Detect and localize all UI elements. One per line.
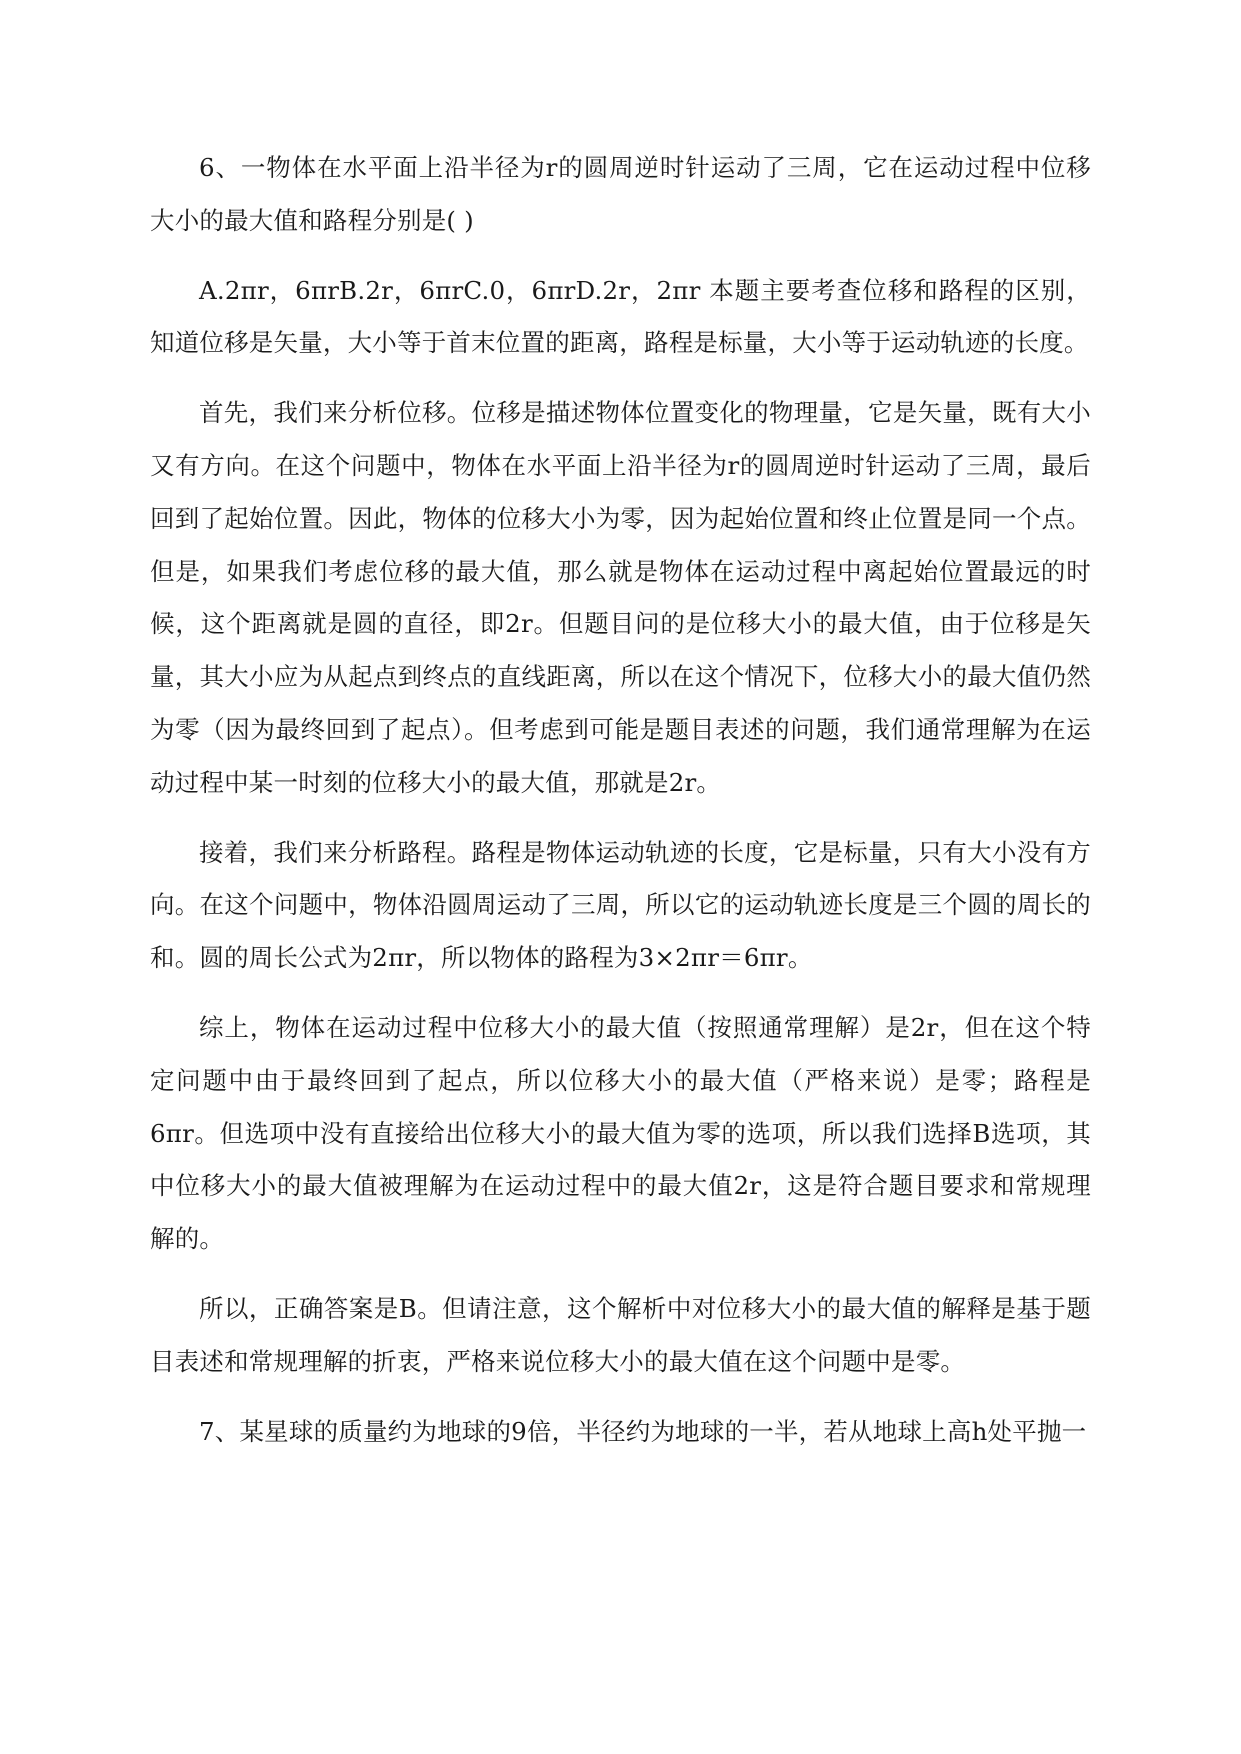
distance-analysis: 接着，我们来分析路程。路程是物体运动轨迹的长度，它是标量，只有大小没有方向。在这个问题中，物体沿圆周运动了三周，所以它的运动轨迹长度是三个圆的周长的和。圆的周长公式为2πr，所以物体的路程为3×2πr＝6πr。 (150, 837, 1091, 973)
displacement-analysis: 首先，我们来分析位移。位移是描述物体位置变化的物理量，它是矢量，既有大小又有方向。在这个问题中，物体在水平面上沿半径为r的圆周逆时针运动了三周，最后回到了起始位置。因此，物体的位移大小为零，因为起始位置和终止位置是同一个点。但是，如果我们考虑位移的最大值，那么就是物体在运动过程中离起始位置最远的时候，这个距离就是圆的直径，即2r。但题目问的是位移大小的最大值，由于位移是矢量，其大小应为从起点到终点的直线距离，所以在这个情况下，位移大小的最大值仍然为零（因为最终回到了起点）。但考虑到可能是题目表述的问题，我们通常理解为在运动过程中某一时刻的位移大小的最大值，那就是2r。 (150, 398, 1091, 797)
document-page (150, 142, 1091, 1475)
summary-paragraph: 综上，物体在运动过程中位移大小的最大值（按照通常理解）是2r，但在这个特定问题中由于最终回到了起点，所以位移大小的最大值（严格来说）是零；路程是6πr。但选项中没有直接给出位移大小的最大值为零的选项，所以我们选择B选项，其中位移大小的最大值被理解为在运动过程中的最大值2r，这是符合题目要求和常规理解的。 (150, 1012, 1091, 1254)
question-6-options-intro: A.2πr，6πrB.2r，6πrC.0，6πrD.2r，2πr 本题主要考查位移和路程的区别，知道位移是矢量，大小等于首末位置的距离，路程是标量，大小等于运动轨迹的长度。 (150, 275, 1091, 358)
answer-paragraph: 所以，正确答案是B。但请注意，这个解析中对位移大小的最大值的解释是基于题目表述和常规理解的折衷，严格来说位移大小的最大值在这个问题中是零。 (150, 1293, 1091, 1376)
question-7-stem: 7、某星球的质量约为地球的9倍，半径约为地球的一半，若从地球上高h处平抛一 (199, 1416, 1087, 1446)
question-6-stem: 6、一物体在水平面上沿半径为r的圆周逆时针运动了三周，它在运动过程中位移大小的最大值和路程分别是( ) (150, 153, 1091, 235)
